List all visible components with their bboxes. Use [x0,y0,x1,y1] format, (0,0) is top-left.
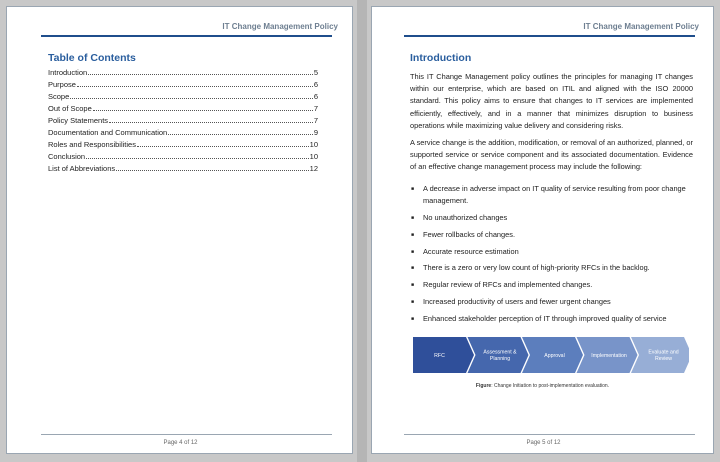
toc-entry-documentation[interactable] [48,128,318,140]
section-heading-introduction: Introduction [410,52,472,64]
toc-leader [116,170,309,171]
toc-entry-page: 5 [313,68,318,77]
toc-entry-out-of-scope[interactable] [48,104,318,116]
list-item: ■ There is a zero or very low count of high-priority RFCs in the backlog. [410,262,693,274]
page-number-footer: Page 5 of 12 [526,440,561,446]
toc-entry-page: 12 [309,164,318,173]
toc-entry-title: Conclusion [48,152,86,161]
toc-leader [168,134,313,135]
intro-paragraph-2: A service change is the addition, modification, or removal of an authorized, planned, or supported service or service component and its associated documentation. Evidence of an effective change management process may include the following: [410,138,693,172]
page-header-title: IT Change Management Policy [222,22,338,31]
change-process-diagram [413,337,689,373]
list-item: ■ Regular review of RFCs and implemented changes. [410,279,693,291]
toc-entry-page: 7 [313,104,318,113]
footer-rule [404,434,695,435]
body-text [410,71,693,179]
process-step-label: Evaluate and Review [648,349,679,362]
document-page-4 [6,6,353,454]
toc-entry-roles[interactable] [48,140,318,152]
process-step-label: Approval [544,353,565,359]
list-item: ■ Fewer rollbacks of changes. [410,229,693,241]
table-of-contents [48,68,318,176]
footer-rule [41,434,332,435]
list-item: ■ Accurate resource estimation [410,246,693,258]
benefits-bullet-list [410,183,693,330]
toc-entry-conclusion[interactable] [48,152,318,164]
toc-entry-scope[interactable] [48,92,318,104]
toc-entry-page: 10 [309,140,318,149]
toc-leader [137,146,309,147]
page-gutter [357,0,367,462]
toc-entry-title: Documentation and Communication [48,128,168,137]
toc-entry-page: 6 [313,80,318,89]
process-step-label: Implementation [591,353,627,359]
header-rule [404,35,695,37]
list-item: ■ Increased productivity of users and fewer urgent changes [410,296,693,308]
toc-leader [109,122,313,123]
list-item: ■ A decrease in adverse impact on IT quality of service resulting from poor change management. [410,183,693,207]
page-header-title: IT Change Management Policy [583,22,699,31]
toc-leader [88,74,313,75]
toc-entry-purpose[interactable] [48,80,318,92]
list-item: ■ Enhanced stakeholder perception of IT through improved quality of service [410,313,693,325]
toc-entry-page: 10 [309,152,318,161]
list-item: ■ No unauthorized changes [410,212,693,224]
toc-entry-page: 9 [313,128,318,137]
figure-label: Figure [475,383,492,389]
toc-entry-introduction[interactable] [48,68,318,80]
figure-caption-text: : Change Initiation to post-implementation evaluation. [491,383,610,389]
toc-entry-title: Roles and Responsibilities [48,140,136,149]
intro-paragraph-1: This IT Change Management policy outlines the principles for managing IT changes within our enterprise, which are based on ITIL and aligned with the ISO 20000 standard. This policy aims to ensure that changes to IT services are implemented efficiently, effectively, and in a manner that minimizes disruption to business operations while maximizing value delivery and considering risks. [410,72,693,130]
toc-leader [70,98,313,99]
toc-entry-title: Policy Statements [48,116,109,125]
figure-caption [371,383,714,389]
toc-heading: Table of Contents [48,52,136,64]
process-step-label: Assessment & Planning [483,349,517,362]
toc-entry-title: List of Abbreviations [48,164,116,173]
toc-entry-title: Purpose [48,80,76,89]
toc-entry-page: 6 [313,92,318,101]
toc-entry-abbreviations[interactable] [48,164,318,176]
toc-entry-page: 7 [313,116,318,125]
toc-entry-policy-statements[interactable] [48,116,318,128]
toc-leader [93,110,313,111]
toc-leader [86,158,309,159]
header-rule [41,35,332,37]
toc-leader [77,86,313,87]
toc-entry-title: Introduction [48,68,88,77]
process-step-label: RFC [434,353,445,359]
toc-entry-title: Scope [48,92,70,101]
toc-entry-title: Out of Scope [48,104,92,113]
page-number-footer: Page 4 of 12 [163,440,198,446]
